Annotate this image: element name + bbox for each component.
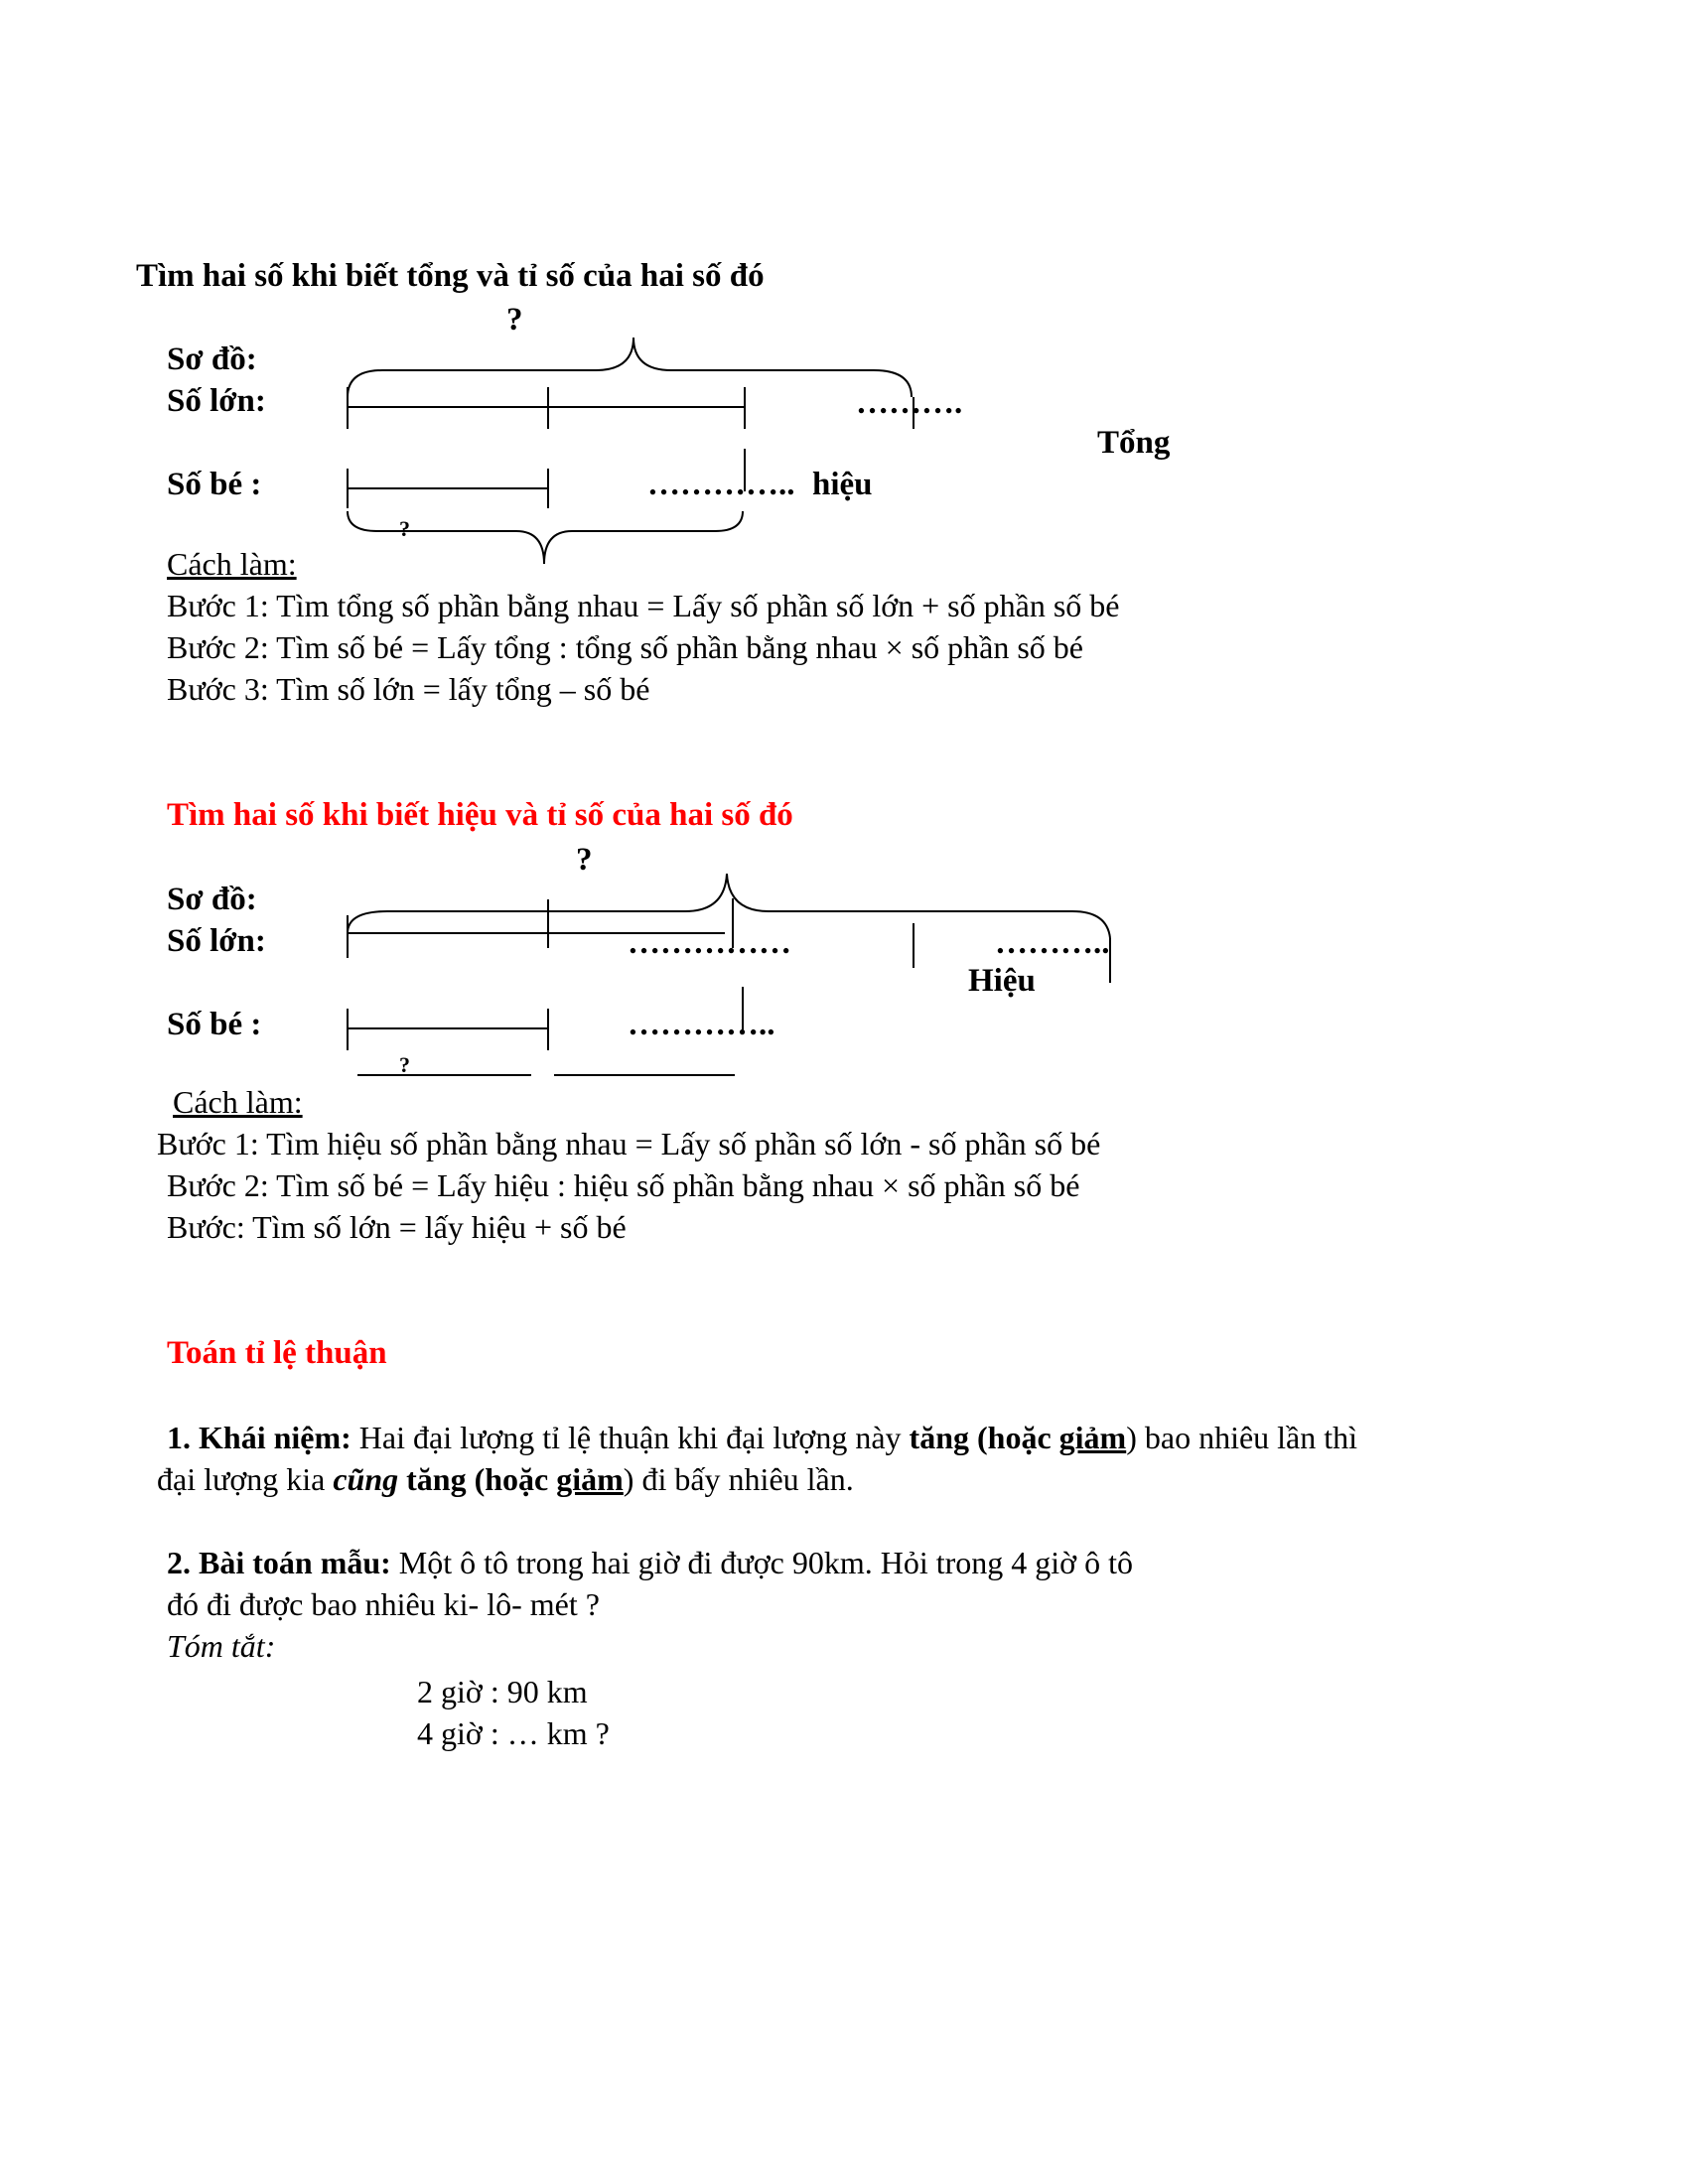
section1-step-1: Bước 1: Tìm tổng số phần bằng nhau = Lấy số phần số lớn + số phần số bé	[167, 588, 1120, 623]
section1-top-question: ?	[506, 302, 523, 338]
concept-line-2	[157, 1463, 854, 1495]
section2-dots-big-1: ……………	[628, 925, 791, 961]
concept-number: 1. Khái niệm:	[167, 1420, 352, 1455]
concept-line-1	[167, 1422, 1357, 1453]
concept-tang-2: tăng (hoặc	[398, 1461, 557, 1497]
example-line-2: đó đi được bao nhiêu ki- lô- mét ?	[167, 1586, 600, 1622]
section1-dots-small: …………..	[647, 467, 795, 502]
section1-so-be-label: Số bé :	[167, 467, 262, 502]
section2-top-brace	[348, 874, 1110, 938]
section1-dots-big: ……….	[856, 385, 963, 421]
section2-dots-small: …………..	[628, 1007, 775, 1042]
section1-hieu-label: hiệu	[812, 467, 873, 502]
section1-method-title: Cách làm:	[167, 546, 297, 582]
section1-step-2: Bước 2: Tìm số bé = Lấy tổng : tổng số phần bằng nhau × số phần số bé	[167, 629, 1083, 665]
section1-bottom-question: ?	[399, 516, 410, 541]
section2-so-lon-label: Số lớn:	[167, 923, 266, 959]
section2-bottom-question: ?	[399, 1052, 410, 1077]
section1-tong-label: Tổng	[1097, 425, 1171, 461]
section2-hieu-label: Hiệu	[968, 963, 1036, 999]
concept-cung: cũng	[333, 1461, 399, 1497]
example-line-1	[167, 1547, 1133, 1578]
concept-text-d: ) đi bấy nhiêu lần.	[623, 1461, 854, 1497]
section2-dots-big-2: ………..	[995, 925, 1110, 961]
example-number: 2. Bài toán mẫu:	[167, 1545, 391, 1580]
concept-giam-1: giảm	[1058, 1420, 1127, 1455]
concept-text-c: đại lượng kia	[157, 1461, 334, 1497]
section1-so-lon-label: Số lớn:	[167, 383, 266, 419]
section2-top-question: ?	[576, 842, 593, 878]
section2-so-do-label: Sơ đồ:	[167, 882, 257, 917]
summary-line-1: 2 giờ : 90 km	[417, 1674, 588, 1709]
section1-step-3: Bước 3: Tìm số lớn = lấy tổng – số bé	[167, 671, 650, 707]
section3-title: Toán tỉ lệ thuận	[167, 1335, 387, 1371]
section2-method-title: Cách làm:	[173, 1084, 303, 1120]
example-text-a: Một ô tô trong hai giờ đi được 90km. Hỏi trong 4 giờ ô tô	[390, 1545, 1133, 1580]
concept-text-b: ) bao nhiêu lần thì	[1126, 1420, 1358, 1455]
concept-tang-1: tăng (hoặc	[909, 1420, 1059, 1455]
section2-so-be-label: Số bé :	[167, 1007, 262, 1042]
concept-text-a: Hai đại lượng tỉ lệ thuận khi đại lượng này	[351, 1420, 910, 1455]
concept-giam-2: giảm	[556, 1461, 624, 1497]
section2-step-2: Bước 2: Tìm số bé = Lấy hiệu : hiệu số phần bằng nhau × số phần số bé	[167, 1167, 1080, 1203]
summary-title: Tóm tắt:	[167, 1628, 276, 1664]
section1-title: Tìm hai số khi biết tổng và tỉ số của hai số đó	[136, 258, 765, 294]
section2-title: Tìm hai số khi biết hiệu và tỉ số của hai số đó	[167, 797, 793, 833]
summary-line-2: 4 giờ : … km ?	[417, 1715, 610, 1751]
section2-step-3: Bước: Tìm số lớn = lấy hiệu + số bé	[167, 1209, 627, 1245]
section2-step-1: Bước 1: Tìm hiệu số phần bằng nhau = Lấy số phần số lớn - số phần số bé	[157, 1126, 1101, 1161]
section1-so-do-label: Sơ đồ:	[167, 341, 257, 377]
